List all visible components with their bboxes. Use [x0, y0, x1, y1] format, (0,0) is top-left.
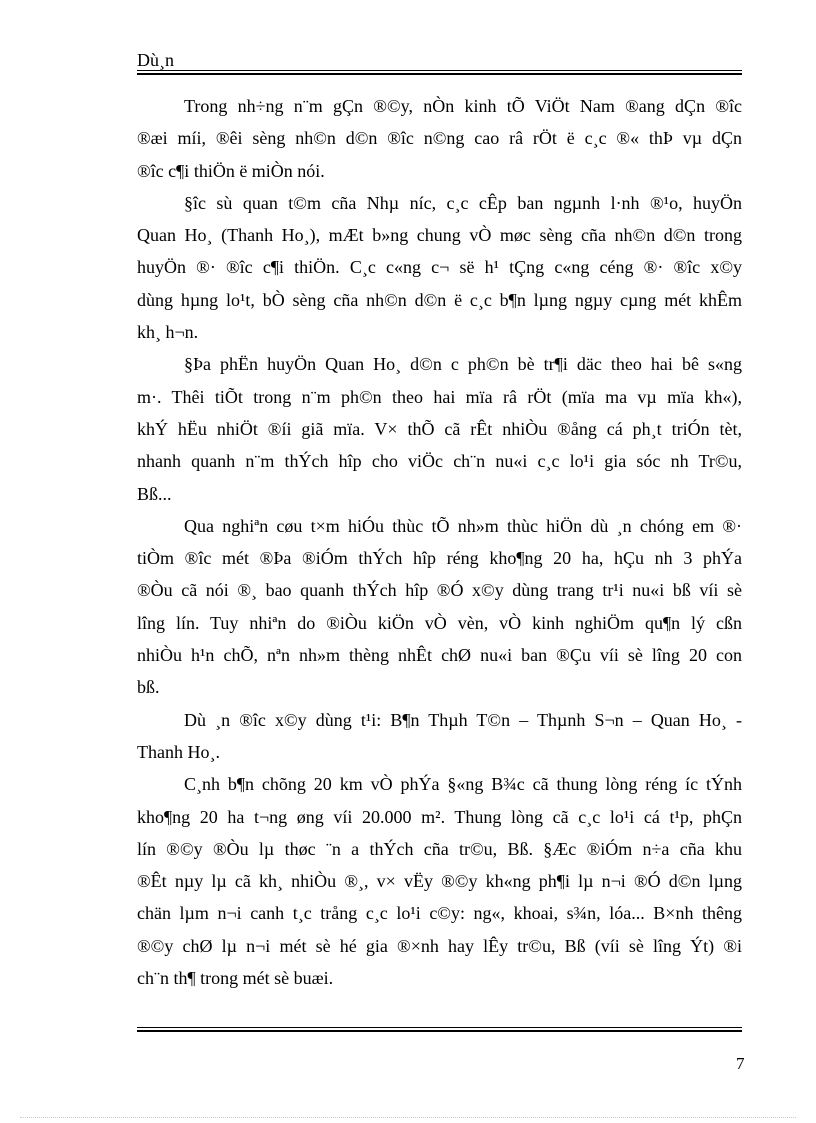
paragraph: [137, 768, 742, 994]
text-line: §îc sù quan t©m cña Nhµ níc, c¸c cÊp ban ngµnh l·nh ®¹o, huyÖn: [184, 192, 742, 213]
text-line: chän lµm n¬i canh t¸c trång c¸c lo¹i c©y: ng«, khoai, s¾n, lóa... B×nh thêng: [137, 903, 742, 924]
text-line: nhanh quanh n¨m thÝch hîp cho viÖc ch¨n nu«i c¸c lo¹i gia sóc nh Tr©u,: [137, 451, 742, 472]
text-line: ®Òu cã nói ®¸ bao quanh thÝch hîp ®Ó x©y dùng trang tr¹i nu«i bß víi sè: [137, 580, 742, 601]
text-line: khÝ hËu nhiÖt ®íi giã mïa. V× thÕ cã rÊt nhiÒu ®ång cá ph¸t triÓn tèt,: [137, 418, 742, 439]
text-line: §Þa phËn huyÖn Quan Ho¸ d©n c ph©n bè tr¶i däc theo hai bê s«ng: [184, 354, 742, 375]
paragraph: [137, 348, 742, 509]
text-line: ch¨n th¶ trong mét sè buæi.: [137, 968, 334, 989]
text-line: Bß...: [137, 483, 172, 504]
text-line: tiÒm ®îc mét ®Þa ®iÓm thÝch hîp réng kho¶ng 20 ha, hÇu nh 3 phÝa: [137, 548, 742, 569]
running-header: Dù¸n: [137, 50, 174, 70]
text-line: C¸nh b¶n chõng 20 km vÒ phÝa §«ng B¾c cã thung lòng réng íc tÝnh: [184, 774, 742, 795]
page-edge: [20, 1117, 796, 1118]
text-line: Trong nh÷ng n¨m gÇn ®©y, nÒn kinh tÕ ViÖt Nam ®ang dÇn ®îc: [184, 96, 742, 116]
text-line: kh¸ h¬n.: [137, 322, 199, 343]
text-line: nhiÒu h¹n chÕ, nªn nh»m thèng nhÊt chØ nu«i ban ®Çu víi sè lîng 20 con: [137, 645, 742, 666]
text-line: m·. Thêi tiÕt trong n¨m ph©n theo hai mïa râ rÖt (mïa ma vµ mïa kh«),: [137, 386, 742, 407]
paragraph: [137, 90, 742, 187]
text-line: lín ®©y ®Òu lµ thøc ¨n a thÝch cña tr©u, Bß. §Æc ®iÓm n÷a cña khu: [137, 838, 742, 859]
text-line: Thanh Ho¸.: [137, 741, 220, 762]
header-rule: [137, 70, 742, 75]
text-line: bß.: [137, 677, 160, 698]
text-line: ®Êt nµy lµ cã kh¸ nhiÒu ®¸, v× vËy ®©y kh«ng ph¶i lµ n¬i ®Ó d©n lµng: [137, 871, 742, 892]
page-number: 7: [736, 1054, 745, 1073]
paragraph: [137, 704, 742, 769]
text-line: Qua nghiªn cøu t×m hiÓu thùc tÕ nh»m thùc hiÖn dù ¸n chóng em ®·: [184, 515, 742, 536]
paragraph: [137, 187, 742, 348]
text-line: ®îc c¶i thiÖn ë miÒn nói.: [137, 160, 325, 181]
text-line: huyÖn ®· ®îc c¶i thiÖn. C¸c c«ng c¬ së h¹ tÇng c«ng céng ®· ®îc x©y: [137, 257, 742, 278]
paragraph: [137, 510, 742, 704]
text-line: Quan Ho¸ (Thanh Ho¸), mÆt b»ng chung vÒ møc sèng cña nh©n d©n trong: [137, 225, 742, 246]
text-line: Dù ¸n ®îc x©y dùng t¹i: B¶n Thµh T©n – Thµnh S¬n – Quan Ho¸ -: [184, 709, 742, 730]
text-line: ®©y chØ lµ n¬i mét sè hé gia ®×nh hay lÊy tr©u, Bß (víi sè lîng Ýt) ®i: [137, 935, 742, 956]
text-line: lîng lín. Tuy nhiªn do ®iÒu kiÖn vÒ vèn, vÒ kinh nghiÖm qu¶n lý cßn: [137, 612, 742, 633]
footer-rule: [137, 1027, 742, 1032]
document-body: [137, 90, 742, 994]
text-line: dùng hµng lo¹t, bÒ sèng cña nh©n d©n ë c¸c b¶n lµng ngµy cµng mét khÊm: [137, 289, 742, 310]
text-line: ®æi míi, ®êi sèng nh©n d©n ®îc n©ng cao râ rÖt ë c¸c ®« thÞ vµ dÇn: [137, 128, 742, 149]
text-line: kho¶ng 20 ha t¬ng øng víi 20.000 m². Thung lòng cã c¸c lo¹i cá t¹p, phÇn: [137, 806, 742, 827]
